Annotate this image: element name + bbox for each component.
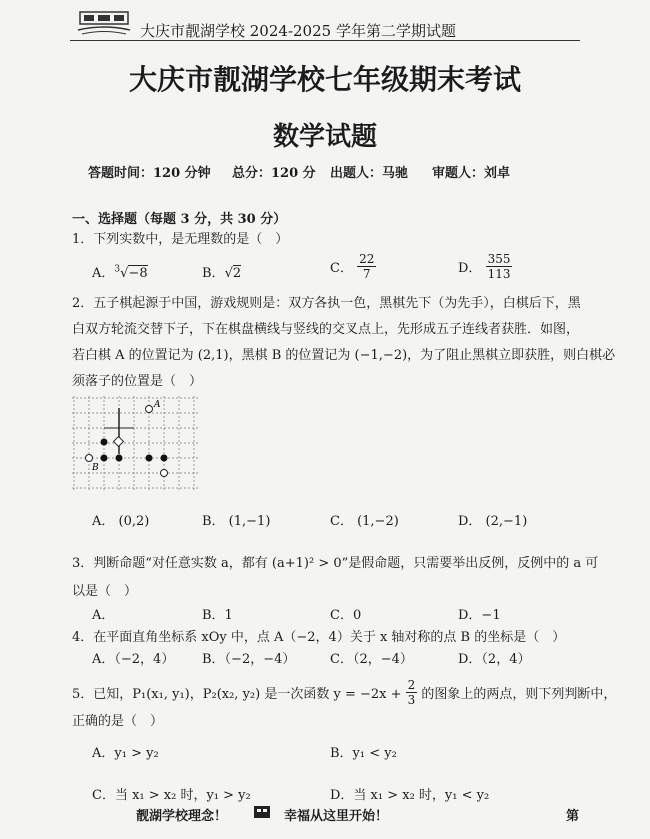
q4-stem: 4．在平面直角坐标系 xOy 中，点 A（−2，4）关于 x 轴对称的点 B 的坐标是（ ） [72,630,566,645]
q2-line-2: 白双方轮流交替下子，下在棋盘横线与竖线的交叉点上，先形成五子连线者获胜．如图， [72,322,580,337]
q2-option-d: D． (2,−1) [458,514,528,529]
q3-line-1: 3．判断命题“对任意实数 a，都有 (a+1)² > 0”是假命题，只需要举出反例，反例中的 a 可 [72,556,599,571]
q1-option-d: D． $\frac{355}{113}$ [458,252,511,281]
q4-option-c: C．（2，−4） [330,652,413,667]
black-stone [116,455,123,462]
header-rule [70,40,580,41]
footer-page-marker: 第 [566,809,580,824]
white-stone [114,437,124,447]
black-stone [101,455,108,462]
exam-reviewer: 审题人：刘卓 [432,166,511,181]
white-stone [86,455,93,462]
white-stone-a [146,406,153,413]
q1-option-c: C． $\frac{22}{7}$ [330,252,375,281]
q3-line-2: 以是（ ） [72,584,138,599]
q5-option-a: A．y₁ > y₂ [92,746,159,761]
q2-option-b: B． (1,−1) [202,514,271,529]
footer-emblem-icon [252,804,272,820]
white-stone [161,470,168,477]
q2-line-1: 2．五子棋起源于中国，游戏规则是：双方各执一色，黑棋先下（为先手），白棋后下，黑 [72,296,581,311]
footer-motto-right: 幸福从这里开始！ [284,809,389,824]
q5-line-1: 5．已知，P₁(x₁, y₁)，P₂(x₂, y₂) 是一次函数 y = −2x + $\frac{2}{3}$ 的图象上的两点，则下列判断中， [72,678,617,707]
exam-author: 出题人：马驰 [330,166,409,181]
q2-option-c: C． (1,−2) [330,514,399,529]
q4-option-d: D．（2，4） [458,652,531,667]
gomoku-board-figure [72,396,200,492]
exam-title: 大庆市靓湖学校七年级期末考试 [128,63,521,96]
q2-line-3: 若白棋 A 的位置记为 (2,1)，黑棋 B 的位置记为 (−1,−2)，为了阻止黑棋立即获胜，则白棋必 [72,348,616,363]
exam-subject: 数学试题 [272,122,377,152]
q3-option-b: B．1 [202,608,233,623]
q4-option-b: B．（−2，−4） [202,652,296,667]
black-stone [146,455,153,462]
school-header-line: 大庆市靓湖学校 2024-2025 学年第二学期试题 [140,22,456,40]
exam-time: 答题时间：120 分钟 [88,166,211,181]
q1-option-b: B．√2 [202,266,242,281]
exam-score: 总分：120 分 [232,166,316,181]
black-stone [161,455,168,462]
q5-option-c: C．当 x₁ > x₂ 时，y₁ > y₂ [92,788,251,803]
q5-line-2: 正确的是（ ） [72,714,164,729]
q5-option-b: B．y₁ < y₂ [330,746,397,761]
black-stone [101,439,108,446]
q3-option-d: D．−1 [458,608,501,623]
q1-stem: 1．下列实数中，是无理数的是（ ） [72,232,289,247]
section-heading: 一、选择题（每题 3 分，共 30 分） [72,212,287,227]
school-logo-icon [76,10,132,36]
q4-option-a: A．（−2，4） [92,652,175,667]
q2-line-4: 须落子的位置是（ ） [72,374,203,389]
q5-option-d: D．当 x₁ > x₂ 时，y₁ < y₂ [330,788,490,803]
q2-option-a: A． (0,2) [92,514,150,529]
label-a: A [154,400,161,410]
footer-motto-left: 靓湖学校理念！ [136,809,228,824]
q1-option-a: A．$^3$√−8 [92,264,148,281]
q3-option-c: C．0 [330,608,362,623]
label-b: B [92,463,99,473]
q3-option-a: A． [92,608,115,623]
